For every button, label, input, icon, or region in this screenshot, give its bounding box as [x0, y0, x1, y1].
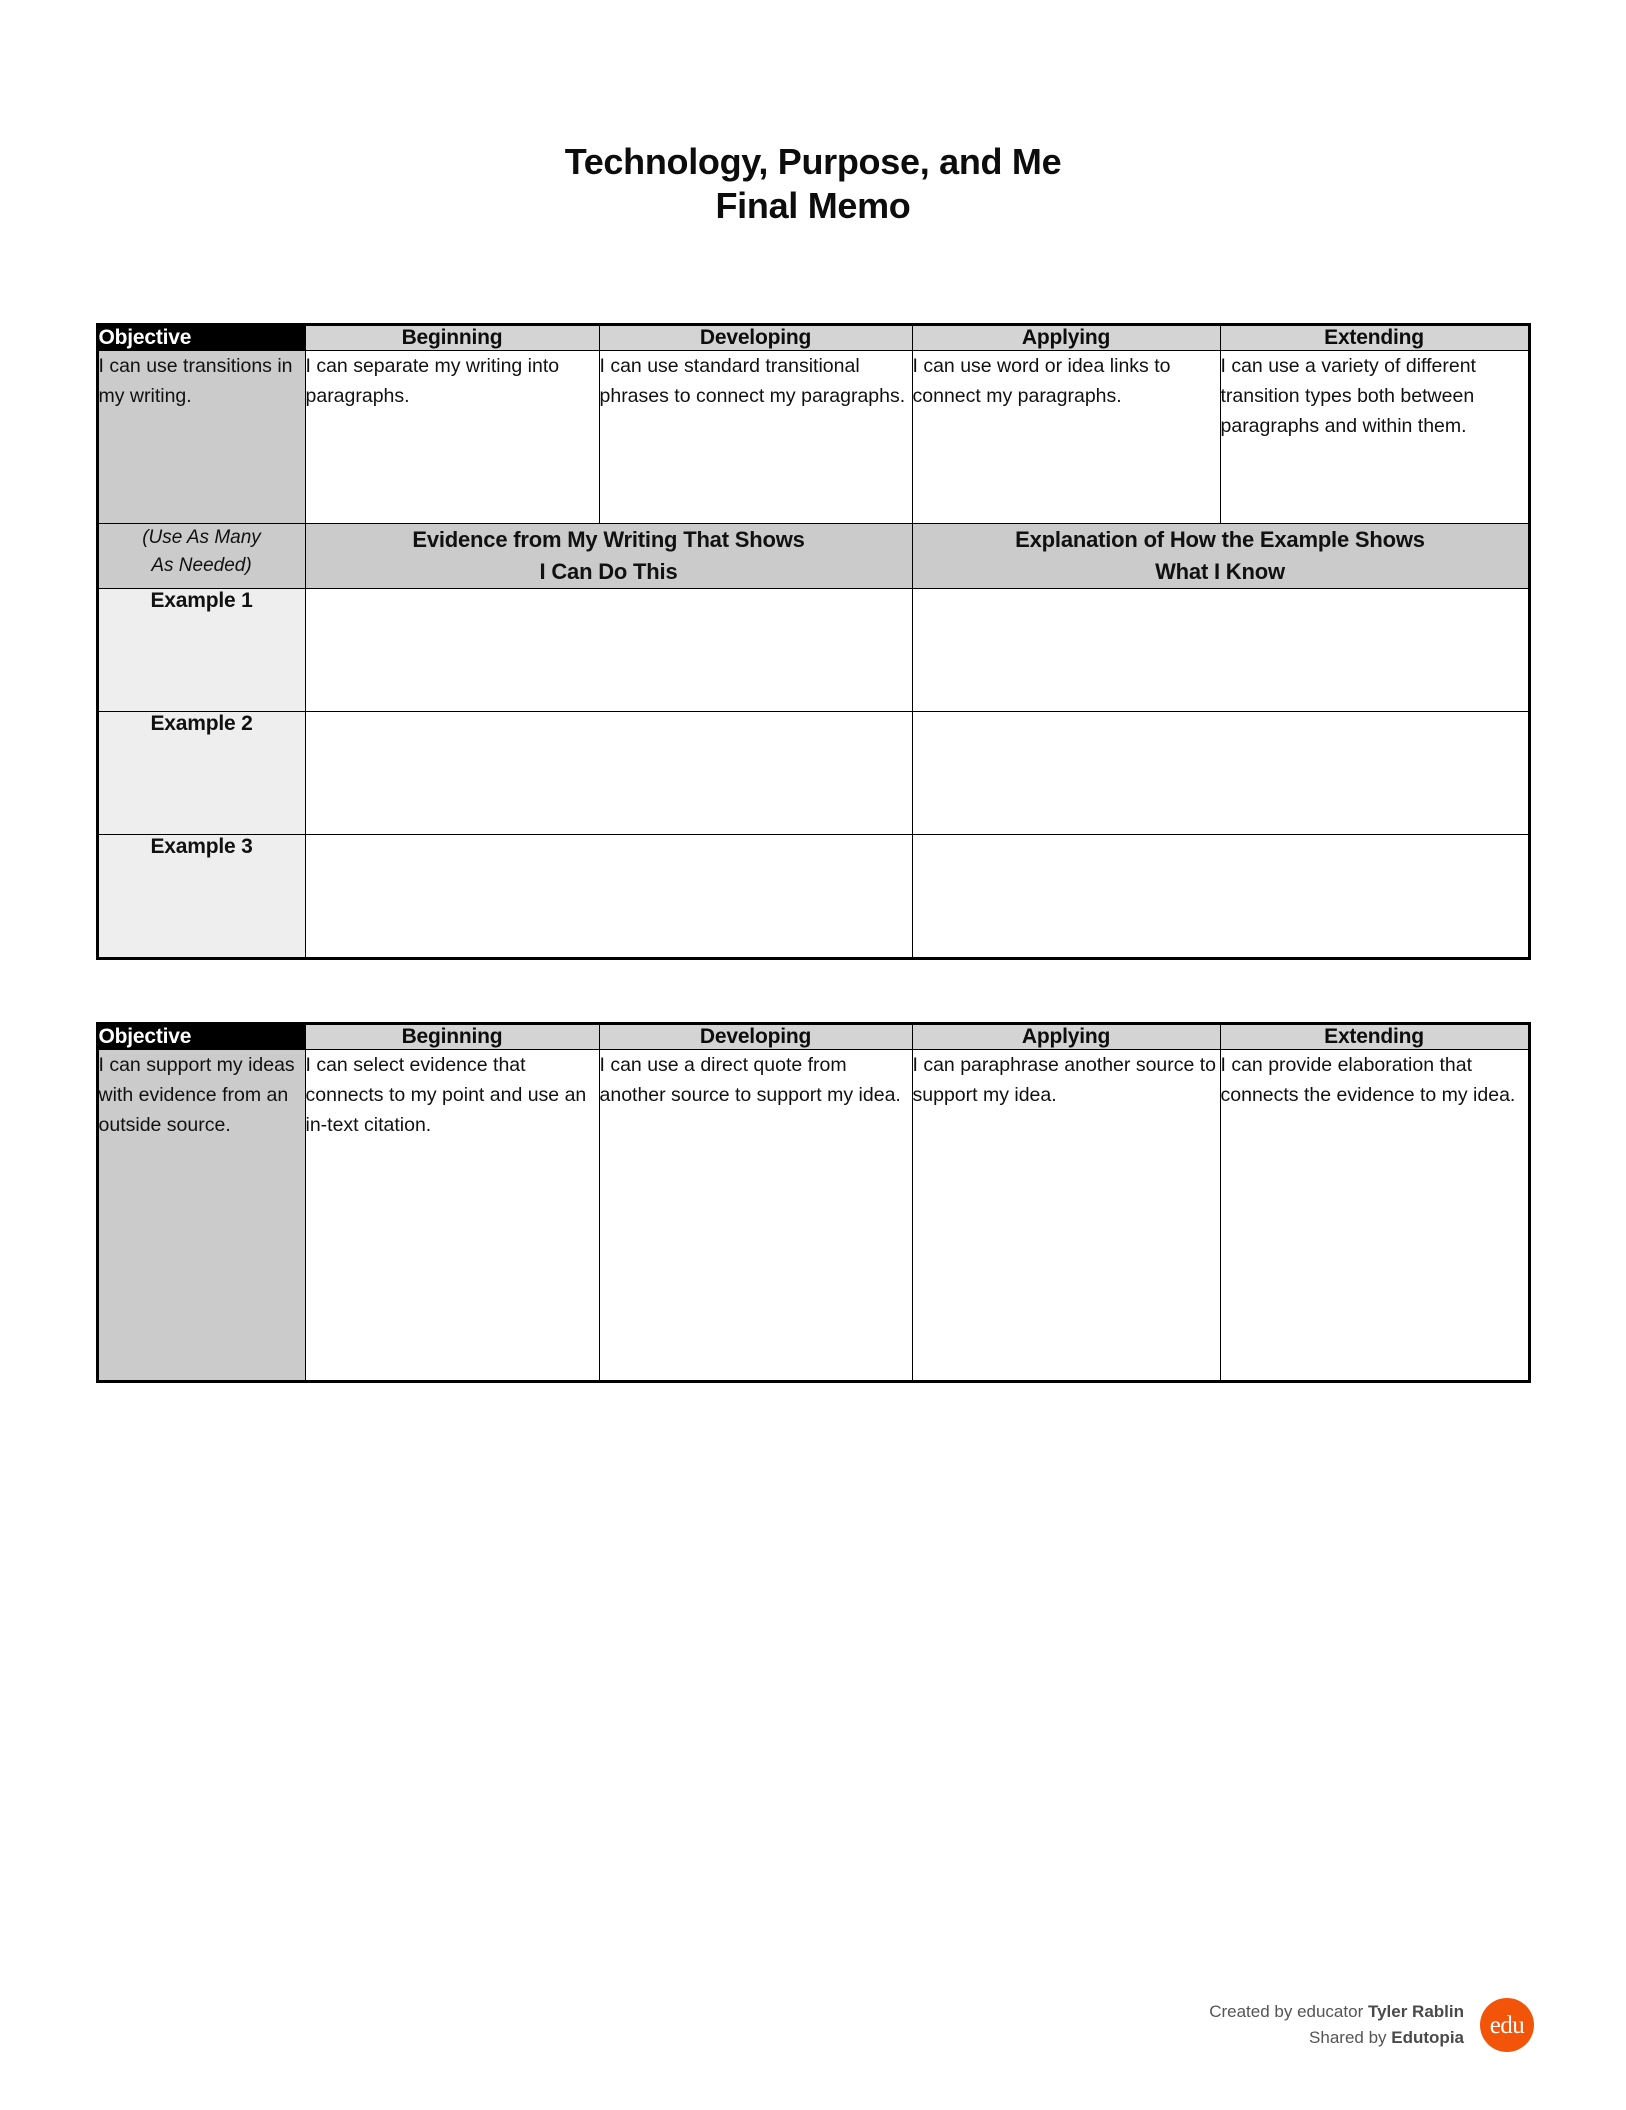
edutopia-logo-icon: edu: [1480, 1998, 1534, 2052]
explanation-column-header-line-1: Explanation of How the Example Shows: [1015, 526, 1425, 552]
column-header-extending: Extending: [1220, 1023, 1529, 1049]
footer-creator-name: Tyler Rablin: [1367, 2001, 1464, 2021]
evidence-column-header-line-2: I Can Do This: [539, 558, 678, 584]
page-title-line-2: Final Memo: [715, 184, 911, 226]
column-header-applying: Applying: [912, 324, 1220, 350]
example-label: Example 3: [97, 834, 305, 958]
objective-statement: I can use transitions in my writing.: [97, 350, 305, 523]
column-header-extending: Extending: [1220, 324, 1529, 350]
evidence-column-header-line-1: Evidence from My Writing That Shows: [412, 526, 805, 552]
column-header-developing: Developing: [599, 1023, 912, 1049]
descriptor-beginning: I can select evidence that connects to my point and use an in-text citation.: [305, 1049, 599, 1381]
example-evidence-input[interactable]: [305, 711, 912, 834]
column-header-applying: Applying: [912, 1023, 1220, 1049]
footer-attribution: [1209, 1998, 1534, 2052]
rubric-table-transitions: [96, 323, 1531, 960]
descriptor-applying: I can use word or idea links to connect my paragraphs.: [912, 350, 1220, 523]
example-explanation-input[interactable]: [912, 588, 1529, 711]
example-row: [97, 711, 1529, 834]
footer-text: [1209, 1999, 1464, 2052]
descriptor-extending: I can use a variety of different transition types both between paragraphs and within them.: [1220, 350, 1529, 523]
example-evidence-input[interactable]: [305, 588, 912, 711]
descriptor-developing: I can use a direct quote from another source to support my idea.: [599, 1049, 912, 1381]
rubric-header-row: [97, 324, 1529, 350]
descriptor-extending: I can provide elaboration that connects the evidence to my idea.: [1220, 1049, 1529, 1381]
descriptor-applying: I can paraphrase another source to support my idea.: [912, 1049, 1220, 1381]
objective-statement: I can support my ideas with evidence from an outside source.: [97, 1049, 305, 1381]
footer-shared-line: [1209, 2025, 1464, 2051]
evidence-usage-note: [97, 523, 305, 588]
evidence-usage-note-line-1: (Use As Many: [142, 526, 261, 548]
descriptor-beginning: I can separate my writing into paragraphs.: [305, 350, 599, 523]
evidence-column-header: [305, 523, 912, 588]
footer-sharer-name: Edutopia: [1391, 2028, 1464, 2047]
example-explanation-input[interactable]: [912, 711, 1529, 834]
rubric-header-row: [97, 1023, 1529, 1049]
example-label: Example 2: [97, 711, 305, 834]
column-header-beginning: Beginning: [305, 324, 599, 350]
evidence-usage-note-line-2: As Needed): [151, 555, 252, 577]
footer-created-line: [1209, 1999, 1464, 2025]
rubric-descriptor-row: [97, 1049, 1529, 1381]
example-explanation-input[interactable]: [912, 834, 1529, 958]
explanation-column-header: [912, 523, 1529, 588]
column-header-objective: Objective: [97, 1023, 305, 1049]
column-header-beginning: Beginning: [305, 1023, 599, 1049]
explanation-column-header-line-2: What I Know: [1155, 558, 1285, 584]
page-title: [0, 0, 1626, 228]
column-header-developing: Developing: [599, 324, 912, 350]
evidence-header-row: [97, 523, 1529, 588]
example-label: Example 1: [97, 588, 305, 711]
page-title-line-1: Technology, Purpose, and Me: [564, 141, 1062, 182]
rubric-table-evidence-support: [96, 1022, 1531, 1383]
descriptor-developing: I can use standard transitional phrases to connect my paragraphs.: [599, 350, 912, 523]
footer-created-prefix: Created by educator: [1209, 2001, 1368, 2021]
example-row: [97, 588, 1529, 711]
example-evidence-input[interactable]: [305, 834, 912, 958]
footer-shared-prefix: Shared by: [1309, 2028, 1392, 2047]
column-header-objective: Objective: [97, 324, 305, 350]
example-row: [97, 834, 1529, 958]
rubric-descriptor-row: [97, 350, 1529, 523]
